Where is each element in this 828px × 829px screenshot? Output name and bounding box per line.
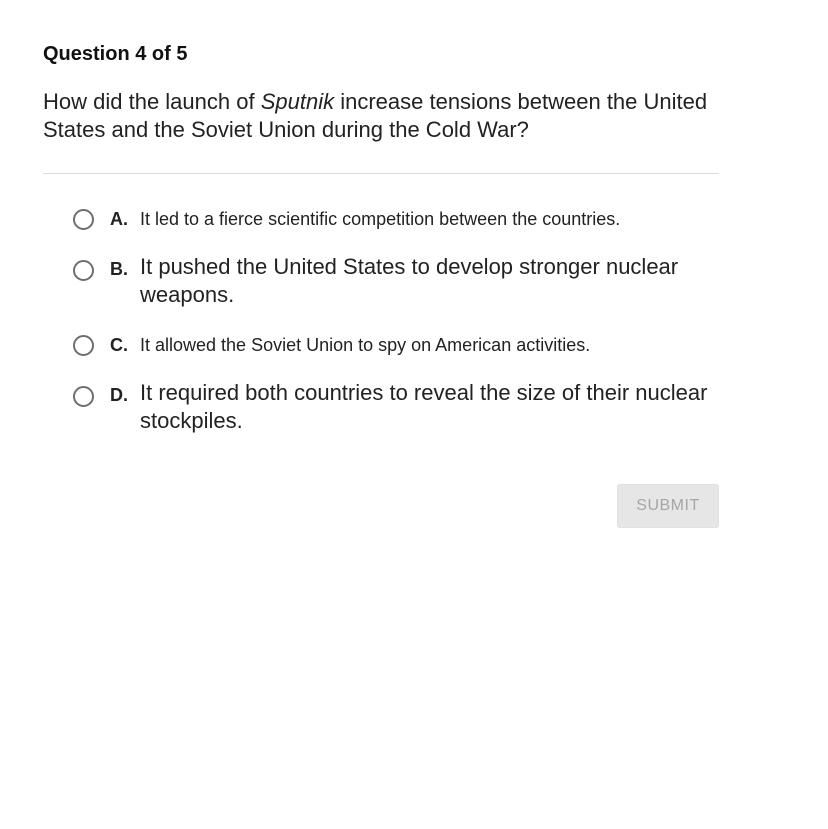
radio-button-d[interactable] [73,386,94,407]
option-a[interactable] [70,196,730,244]
submit-button[interactable]: SUBMIT [617,484,719,528]
option-d[interactable] [70,370,730,448]
prompt-emphasis: Sputnik [260,89,335,114]
option-b[interactable] [70,244,730,322]
option-letter: A. [110,209,128,229]
answer-options [70,196,730,448]
prompt-text-end: increase tensions between the United States and the Soviet Union during the Cold War? [43,89,708,142]
question-counter: Question 4 of 5 [43,43,188,65]
option-letter: D. [110,385,128,405]
option-text: It pushed the United States to develop stronger nuclear weapons. [140,254,679,307]
prompt-text-start: How did the launch of [43,89,261,114]
option-text: It allowed the Soviet Union to spy on American activities. [140,335,591,355]
radio-button-c[interactable] [73,335,94,356]
option-text: It required both countries to reveal the size of their nuclear stockpiles. [140,380,708,433]
option-text: It led to a fierce scientific competition between the countries. [140,209,621,229]
divider [43,173,719,174]
option-c[interactable] [70,322,730,370]
radio-button-a[interactable] [73,209,94,230]
radio-button-b[interactable] [73,260,94,281]
option-letter: B. [110,259,128,279]
option-letter: C. [110,335,128,355]
question-prompt [43,88,719,144]
quiz-container [43,40,719,174]
